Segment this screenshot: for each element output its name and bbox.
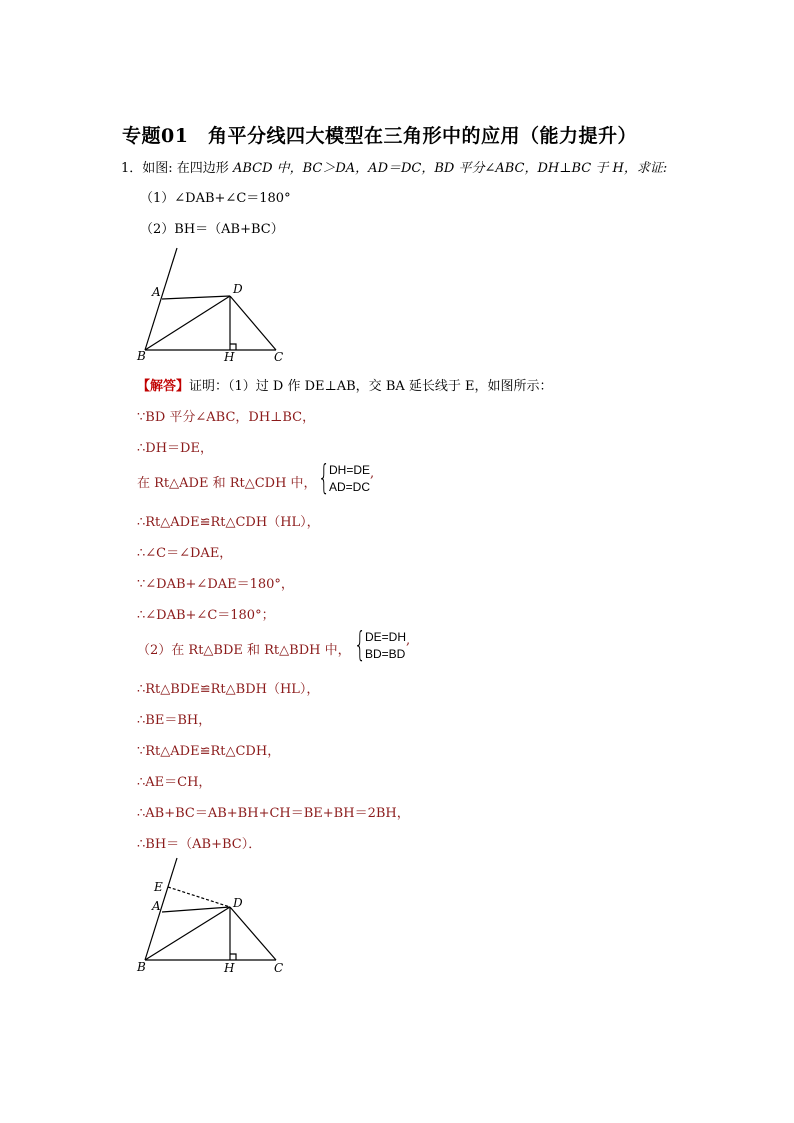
ray-ba-line (145, 858, 177, 960)
answer-line-12: ∴AE＝CH， (137, 775, 212, 790)
question-stem (121, 157, 667, 176)
answer-line-1: ∵BD 平分∠ABC，DH⊥BC， (137, 410, 316, 425)
answer-line-14: ∴BH＝（AB+BC）． (137, 837, 262, 852)
comma: , (406, 633, 411, 648)
question-body: ABCD 中，BC＞DA，AD＝DC，BD 平分∠ABC，DH⊥BC 于 H，求证: (232, 161, 668, 176)
answer-intro (137, 375, 553, 394)
label-h: H (224, 961, 235, 975)
comma: , (370, 466, 375, 481)
answer-line-5: ∴∠C＝∠DAE， (137, 546, 233, 561)
system-2-row-1: DE=DH (365, 630, 407, 644)
figure-quadrilateral (130, 240, 300, 365)
right-angle-mark (230, 954, 236, 960)
label-a: A (152, 285, 161, 299)
answer-line-4: ∴Rt△ADE≌Rt△CDH（HL）， (137, 515, 320, 530)
answer-line-13: ∴AB+BC＝AB+BH+CH＝BE+BH＝2BH， (137, 806, 410, 821)
brace-icon: { (318, 458, 330, 498)
question-part-2: （2）BH＝（AB+BC） (140, 222, 284, 237)
question-part-1: （1）∠DAB+∠C＝180° (140, 191, 291, 206)
dashed-segment-de (168, 887, 230, 907)
figure-with-auxiliary-line (130, 855, 300, 980)
label-c: C (274, 350, 284, 364)
label-e: E (154, 880, 163, 894)
page-title: 专题01 角平分线四大模型在三角形中的应用（能力提升） (122, 125, 637, 147)
answer-line-10: ∴BE＝BH， (137, 713, 212, 728)
label-d: D (233, 896, 243, 910)
segment-dc (230, 296, 276, 350)
answer-intro-text: 证明：（1）过 D 作 DE⊥AB，交 BA 延长线于 E，如图所示： (189, 379, 553, 394)
question-prefix: 1．如图: 在四边形 (121, 161, 229, 176)
label-c: C (274, 961, 284, 975)
brace-icon: { (354, 625, 366, 665)
label-b: B (137, 349, 146, 363)
label-d: D (233, 282, 243, 296)
system-2-row-2: BD=BD (365, 647, 406, 661)
segment-bd (145, 296, 230, 350)
answer-line-7: ∴∠DAB+∠C＝180°； (137, 608, 275, 623)
answer-line-8: （2）在 Rt△BDE 和 Rt△BDH 中， (137, 643, 351, 658)
answer-tag: 【解答】 (137, 379, 190, 394)
segment-dc (230, 907, 276, 960)
answer-line-2: ∴DH＝DE， (137, 441, 213, 456)
segment-ad (162, 296, 230, 299)
label-a: A (152, 899, 161, 913)
segment-ad (162, 907, 230, 912)
system-1-row-1: DH=DE (329, 463, 371, 477)
label-h: H (224, 350, 235, 364)
answer-line-9: ∴Rt△BDE≌Rt△BDH（HL）， (137, 682, 320, 697)
answer-line-3: 在 Rt△ADE 和 Rt△CDH 中， (137, 476, 317, 491)
answer-line-11: ∵Rt△ADE≌Rt△CDH， (137, 744, 281, 759)
system-1-row-2: AD=DC (329, 480, 371, 494)
label-b: B (137, 960, 146, 974)
answer-line-6: ∵∠DAB+∠DAE＝180°， (137, 577, 294, 592)
segment-bd (145, 907, 230, 960)
